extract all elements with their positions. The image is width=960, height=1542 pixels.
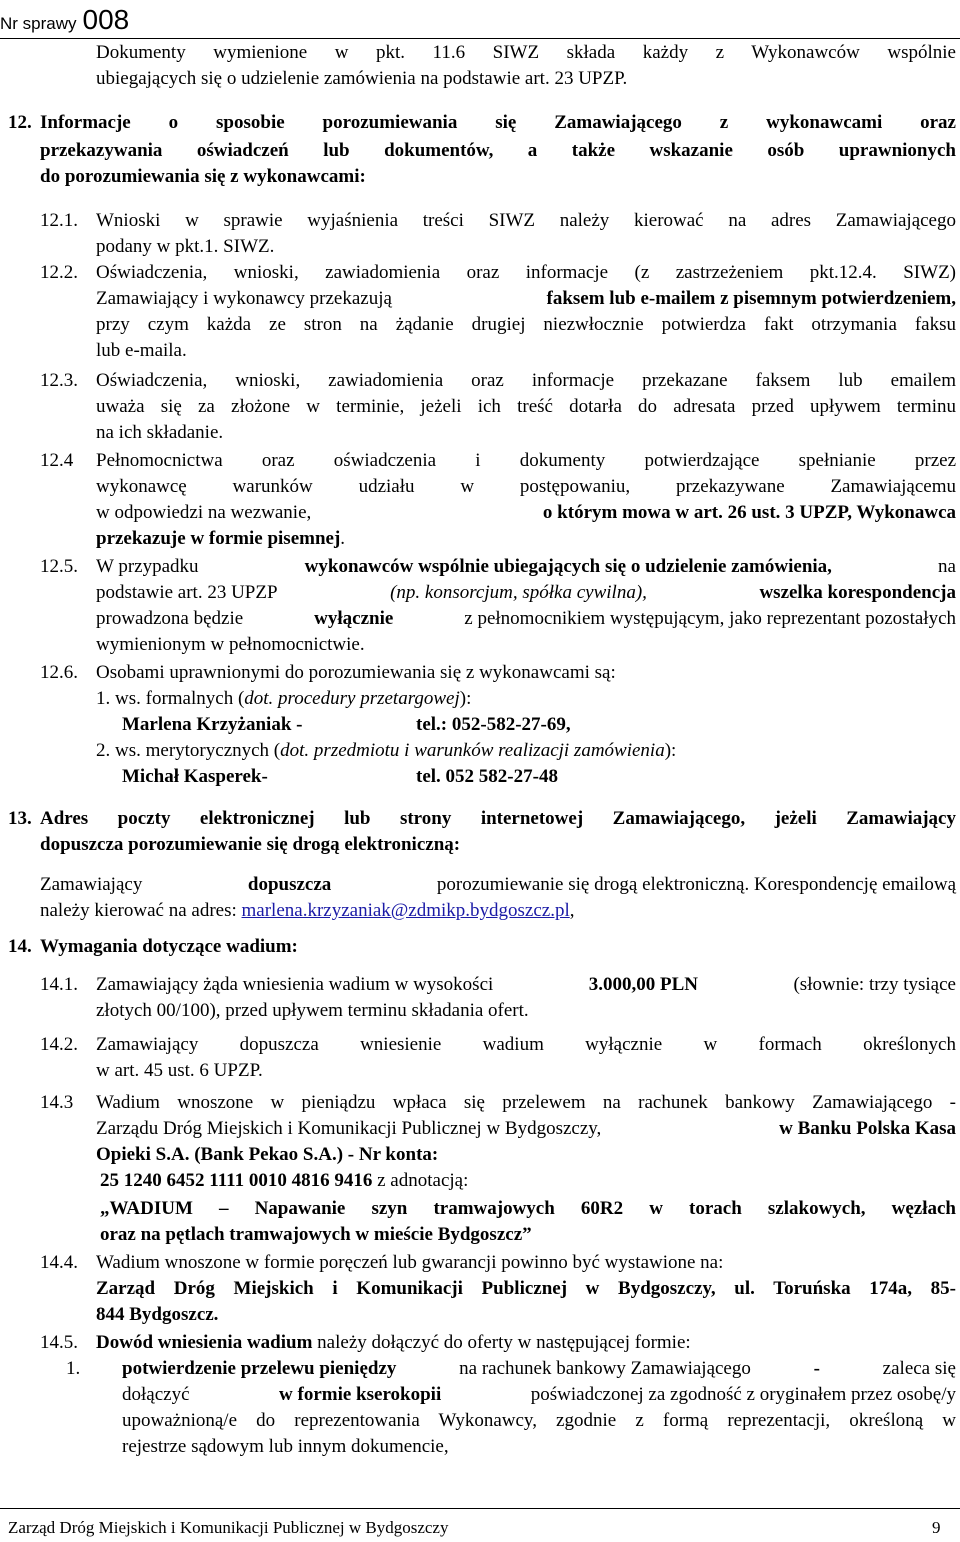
intro-line-1: Dokumenty wymienione w pkt. 11.6 SIWZ składa każdy z Wykonawców wspólnie — [96, 42, 956, 63]
point-14-3-number: 14.3 — [40, 1092, 74, 1113]
section-13-title-1: Adres poczty elektronicznej lub strony internetowej Zamawiającego, jeżeli Zamawiający — [40, 808, 956, 829]
text-segment: Zamawiający — [40, 874, 143, 895]
point-12-4-line-4 — [96, 526, 345, 552]
text-segment: należy kierować na adres: — [40, 900, 237, 921]
bold-segment: przekazuje w formie pisemnej — [96, 528, 341, 549]
section-12-title-3: do porozumiewania się z wykonawcami: — [40, 166, 366, 187]
point-12-3-line-2: uważa się za złożone w terminie, jeżeli ich treść dotarła do adresata przed upływem terminu — [96, 396, 956, 417]
text-segment: prowadzona będzie — [96, 608, 244, 629]
text-segment: poświadczonej za zgodność z oryginałem przez osobę/y — [530, 1384, 956, 1405]
page-number: 9 — [932, 1518, 941, 1537]
section-14-title: Wymagania dotyczące wadium: — [40, 936, 298, 957]
point-12-5-line-4: wymienionym w pełnomocnictwie. — [96, 634, 365, 655]
footer-text: Zarząd Dróg Miejskich i Komunikacji Publicznej w Bydgoszczy — [8, 1518, 449, 1537]
text-segment: , — [569, 900, 575, 921]
case-number-label: Nr sprawy — [0, 14, 77, 33]
bank-account-number: 25 1240 6452 1111 0010 4816 9416 — [100, 1170, 373, 1191]
point-12-5-line-3 — [96, 606, 956, 632]
point-14-4-line-1: Wadium wnoszone w formie poręczeń lub gwarancji powinno być wystawione na: — [96, 1252, 724, 1273]
point-14-2-line-2: w art. 45 ust. 6 UPZP. — [96, 1060, 263, 1081]
point-12-2-number: 12.2. — [40, 262, 78, 283]
point-14-3-line-2 — [96, 1116, 956, 1142]
bold-segment: o którym mowa w art. 26 ust. 3 UPZP, Wykonawca — [542, 502, 956, 523]
text-segment: zaleca się — [882, 1358, 956, 1379]
text-segment: porozumiewanie się drogą elektroniczną. Korespondencję emailową — [436, 874, 956, 895]
point-12-4-line-3 — [96, 500, 956, 526]
contact-phone: tel. 052 582-27-48 — [416, 766, 558, 787]
bold-segment: 3.000,00 PLN — [588, 974, 699, 995]
text-segment: Zamawiający i wykonawcy przekazują — [96, 288, 392, 309]
section-13-title-2: dopuszcza porozumiewanie się drogą elektroniczną: — [40, 834, 461, 855]
text-segment: w odpowiedzi na wezwanie, — [96, 502, 312, 523]
point-12-1-line-1: Wnioski w sprawie wyjaśnienia treści SIWZ należy kierować na adres Zamawiającego — [96, 210, 956, 231]
point-12-3-number: 12.3. — [40, 370, 78, 391]
bank-account-label: Opieki S.A. (Bank Pekao S.A.) - Nr konta: — [96, 1144, 439, 1165]
header-divider — [0, 38, 960, 39]
point-14-5-number: 14.5. — [40, 1332, 78, 1353]
point-12-3-line-3: na ich składanie. — [96, 422, 224, 443]
point-12-5-line-2 — [96, 580, 956, 606]
text-segment: 1. ws. formalnych ( — [96, 688, 245, 709]
item-1-line-2 — [122, 1382, 956, 1408]
contact-name: Michał Kasperek- — [122, 766, 268, 787]
section-13-number: 13. — [8, 808, 32, 829]
page-header — [0, 4, 129, 36]
contact-1-name — [122, 712, 302, 738]
bold-segment: - — [813, 1358, 820, 1379]
contact-name: Marlena Krzyżaniak - — [122, 714, 303, 735]
point-12-1-line-2: podany w pkt.1. SIWZ. — [96, 236, 275, 257]
text-segment: 2. ws. merytorycznych ( — [96, 740, 281, 761]
contact-1-line — [96, 686, 471, 712]
text-segment: podstawie art. 23 UPZP — [96, 582, 278, 603]
section-13-body-line-1 — [40, 872, 956, 898]
point-12-4-line-2: wykonawcę warunków udziału w postępowaniu, przekazywane Zamawiającemu — [96, 476, 956, 497]
bold-segment: w Banku Polska Kasa — [779, 1118, 956, 1139]
section-14-number: 14. — [8, 936, 32, 957]
italic-segment: (np. konsorcjum, spółka cywilna), — [390, 582, 647, 603]
case-number: 008 — [82, 4, 130, 35]
item-1-line-3: upoważnioną/e do reprezentowania Wykonawcy, zgodnie z formą reprezentacji, określoną w — [122, 1410, 956, 1431]
point-14-4-line-3: 844 Bydgoszcz. — [96, 1304, 219, 1325]
point-12-4-line-1: Pełnomocnictwa oraz oświadczenia i dokumenty potwierdzające spełnianie przez — [96, 450, 956, 471]
text-segment: . — [340, 528, 346, 549]
text-segment: Zarządu Dróg Miejskich i Komunikacji Publicznej w Bydgoszczy, — [96, 1118, 602, 1139]
bold-segment: wykonawców wspólnie ubiegających się o udzielenie zamówienia, — [304, 556, 832, 577]
point-14-3-line-5: „WADIUM – Napawanie szyn tramwajowych 60R2 w torach szlakowych, węzłach — [100, 1198, 956, 1219]
point-12-1-number: 12.1. — [40, 210, 78, 231]
text-segment: na rachunek bankowy Zamawiającego — [459, 1358, 751, 1379]
section-12-title-2: przekazywania oświadczeń lub dokumentów, a także wskazanie osób uprawnionych — [40, 140, 956, 161]
text-segment: ): — [664, 740, 677, 761]
bold-segment: w formie kserokopii — [279, 1384, 442, 1405]
point-14-5-line-1 — [96, 1330, 691, 1356]
text-segment: ): — [459, 688, 472, 709]
point-12-2-line-1: Oświadczenia, wnioski, zawiadomienia oraz informacje (z zastrzeżeniem pkt.12.4. SIWZ) — [96, 262, 956, 283]
item-1-line-4: rejestrze sądowym lub innym dokumencie, — [122, 1436, 449, 1457]
point-14-2-line-1: Zamawiający dopuszcza wniesienie wadium wyłącznie w formach określonych — [96, 1034, 956, 1055]
point-12-2-line-4: lub e-maila. — [96, 340, 187, 361]
email-link[interactable]: marlena.krzyzaniak@zdmikp.bydgoszcz.pl — [241, 900, 570, 921]
point-14-1-line-2: złotych 00/100), przed upływem terminu składania ofert. — [96, 1000, 529, 1021]
bold-segment: wszelka korespondencja — [759, 582, 956, 603]
text-segment: na — [938, 556, 956, 577]
point-12-6-number: 12.6. — [40, 662, 78, 683]
bold-segment: Dowód wniesienia wadium — [96, 1332, 313, 1353]
text-segment: należy dołączyć do oferty w następującej formie: — [317, 1332, 691, 1353]
text-segment: dołączyć — [122, 1384, 190, 1405]
point-14-1-line-1 — [96, 972, 956, 998]
point-12-2-line-2 — [96, 286, 956, 312]
section-13-body-line-2 — [40, 898, 575, 924]
text-segment: Zamawiający żąda wniesienia wadium w wysokości — [96, 974, 494, 995]
item-1-line-1 — [122, 1356, 956, 1382]
point-14-2-number: 14.2. — [40, 1034, 78, 1055]
contact-phone: tel.: 052-582-27-69, — [416, 714, 571, 735]
bold-segment: dopuszcza — [247, 874, 332, 895]
point-14-4-line-2: Zarząd Dróg Miejskich i Komunikacji Publicznej w Bydgoszczy, ul. Toruńska 174a, 85- — [96, 1278, 956, 1299]
bold-segment: potwierdzenie przelewu pieniędzy — [122, 1358, 397, 1379]
point-12-6-line-1: Osobami uprawnionymi do porozumiewania się z wykonawcami są: — [96, 662, 616, 683]
point-12-5-number: 12.5. — [40, 556, 78, 577]
point-14-1-number: 14.1. — [40, 974, 78, 995]
contact-2-phone — [416, 764, 558, 790]
point-14-3-line-3 — [96, 1142, 438, 1168]
intro-line-2: ubiegających się o udzielenie zamówienia na podstawie art. 23 UPZP. — [96, 68, 628, 89]
footer-divider — [0, 1508, 960, 1509]
contact-1-phone — [416, 712, 571, 738]
text-segment: z adnotacją: — [377, 1170, 469, 1191]
point-14-3-line-4 — [100, 1168, 468, 1194]
point-12-2-line-3: przy czym każda ze stron na żądanie drugiej niezwłocznie potwierdza fakt otrzymania faksu — [96, 314, 956, 335]
section-12-number: 12. — [8, 112, 32, 133]
section-12-title-1: Informacje o sposobie porozumiewania się Zamawiającego z wykonawcami oraz — [40, 112, 956, 133]
point-12-5-line-1 — [96, 554, 956, 580]
point-14-3-line-6: oraz na pętlach tramwajowych w mieście Bydgoszcz” — [100, 1224, 532, 1245]
point-14-3-line-1: Wadium wnoszone w pieniądzu wpłaca się przelewem na rachunek bankowy Zamawiającego - — [96, 1092, 956, 1113]
text-segment: z pełnomocnikiem występującym, jako reprezentant pozostałych — [464, 608, 956, 629]
text-segment: (słownie: trzy tysiące — [793, 974, 956, 995]
point-14-4-number: 14.4. — [40, 1252, 78, 1273]
italic-segment: dot. procedury przetargowej — [244, 688, 460, 709]
contact-2-line — [96, 738, 676, 764]
point-12-3-line-1: Oświadczenia, wnioski, zawiadomienia oraz informacje przekazane faksem lub emailem — [96, 370, 956, 391]
bold-segment: faksem lub e-mailem z pisemnym potwierdzeniem, — [546, 288, 956, 309]
item-1-number: 1. — [66, 1358, 81, 1379]
text-segment: W przypadku — [96, 556, 199, 577]
bold-segment: wyłącznie — [314, 608, 394, 629]
italic-segment: dot. przedmiotu i warunków realizacji zamówienia — [280, 740, 665, 761]
contact-2-name — [122, 764, 268, 790]
point-12-4-number: 12.4 — [40, 450, 74, 471]
